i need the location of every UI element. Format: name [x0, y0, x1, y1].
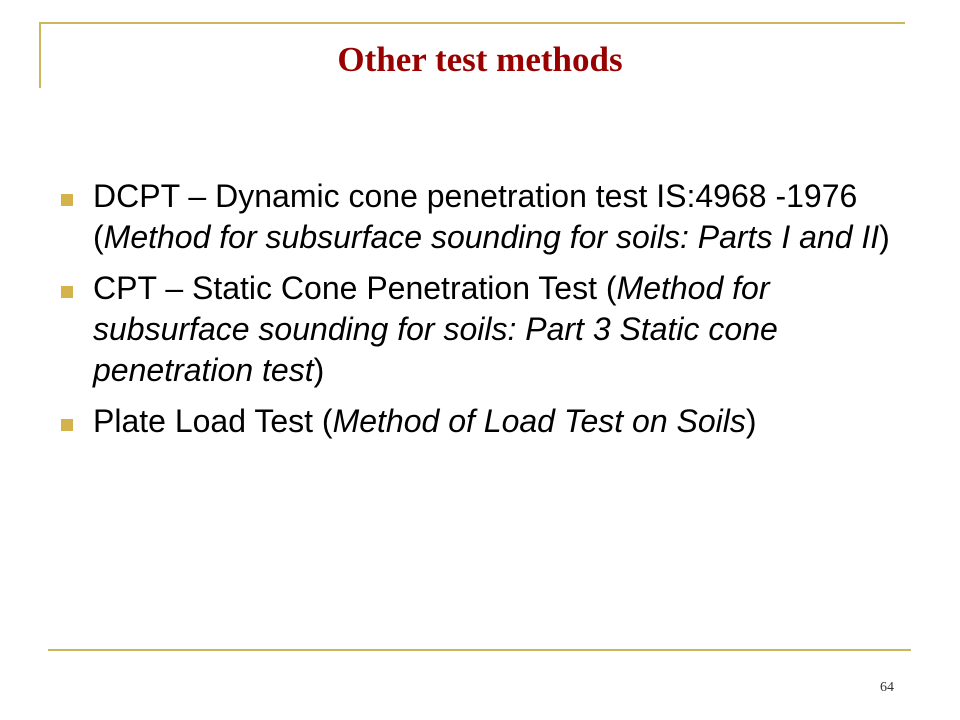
- bullet-text: CPT – Static Cone Penetration Test (Method for subsurface sounding for soils: Part 3 Static cone penetration test): [93, 270, 778, 388]
- bullet-item-plate-load: [61, 401, 901, 442]
- bullet-text: Plate Load Test (Method of Load Test on Soils): [93, 403, 757, 439]
- slide-title: Other test methods: [337, 40, 623, 79]
- top-rule: [40, 22, 905, 24]
- bullet-item-dcpt: [61, 176, 901, 258]
- bullet-list: [61, 176, 901, 452]
- square-bullet-icon: [61, 419, 73, 431]
- square-bullet-icon: [61, 194, 73, 206]
- page-number: 64: [880, 680, 894, 695]
- square-bullet-icon: [61, 286, 73, 298]
- bullet-text: DCPT – Dynamic cone penetration test IS:4968 -1976 (Method for subsurface sounding for soils: Parts I and II): [93, 178, 890, 255]
- bottom-rule: [48, 649, 911, 651]
- bullet-item-cpt: [61, 268, 901, 391]
